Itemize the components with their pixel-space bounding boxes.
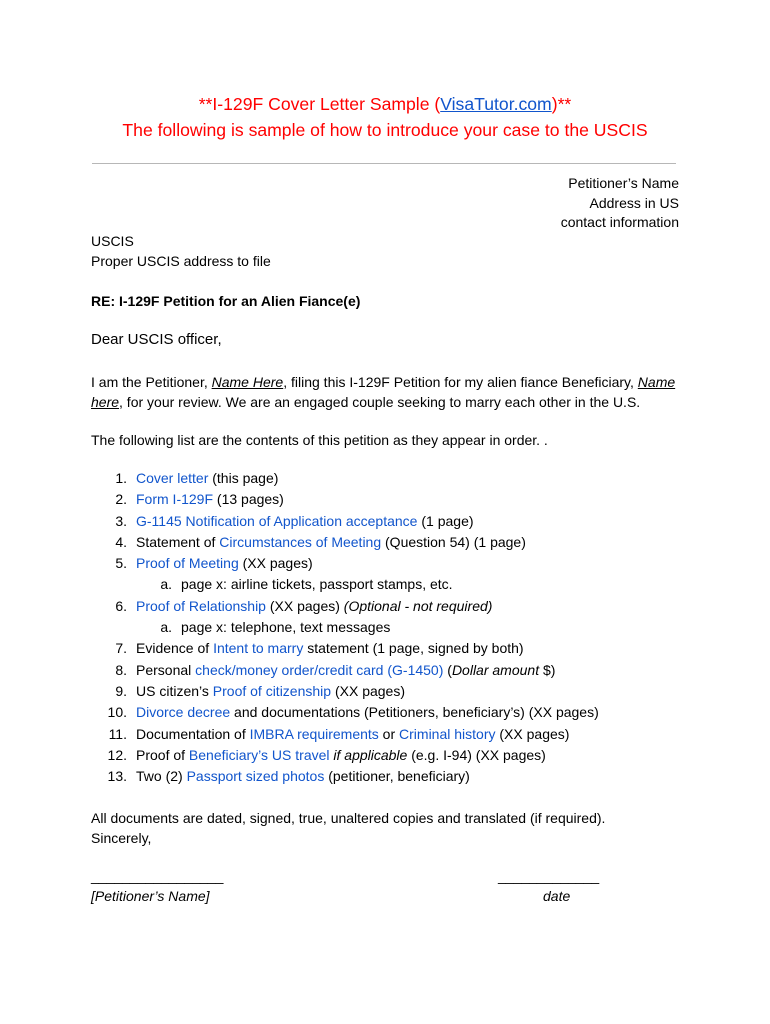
list-item-note: (Optional - not required) bbox=[343, 597, 493, 614]
recipient-address: Proper USCIS address to file bbox=[91, 252, 271, 269]
title-subtitle: The following is sample of how to introduce your case to the USCIS bbox=[122, 120, 648, 140]
signature-name: [Petitioner’s Name] bbox=[91, 888, 210, 904]
closing-statement: All documents are dated, signed, true, unaltered copies and translated (if required). bbox=[91, 810, 606, 826]
circumstances-of-meeting-link[interactable]: Circumstances of Meeting bbox=[219, 533, 382, 550]
salutation: Dear USCIS officer, bbox=[91, 331, 222, 348]
list-item-lead: Documentation of bbox=[136, 725, 250, 742]
list-item-text bbox=[136, 724, 569, 745]
list-item-text bbox=[136, 468, 278, 489]
list-item bbox=[91, 553, 679, 574]
sender-contact: contact information bbox=[560, 214, 679, 231]
list-item-detail: (XX pages) bbox=[331, 682, 406, 699]
list-item-detail: and documentations (Petitioners, beneficiary’s) (XX pages) bbox=[230, 704, 599, 721]
recipient-block bbox=[91, 232, 271, 271]
list-item bbox=[91, 745, 679, 766]
list-item-lead: Personal bbox=[136, 661, 196, 678]
doc-title bbox=[0, 91, 770, 143]
list-item-detail: (XX pages) bbox=[265, 597, 344, 614]
list-item bbox=[91, 766, 679, 787]
list-number: 13. bbox=[107, 768, 127, 785]
list-item-text bbox=[136, 766, 470, 787]
intro-middle: , filing this I-129F Petition for my alien fiance Beneficiary, bbox=[283, 374, 638, 390]
title-prefix: **I-129F Cover Letter Sample ( bbox=[198, 94, 441, 114]
list-item-detail: statement (1 page, signed by both) bbox=[303, 640, 524, 657]
visatutor-link[interactable]: VisaTutor.com bbox=[440, 94, 552, 114]
sub-list-letter: a. bbox=[160, 619, 172, 636]
list-number: 10. bbox=[107, 704, 127, 721]
list-number: 12. bbox=[107, 746, 127, 763]
list-item bbox=[91, 596, 679, 617]
list-number: 11. bbox=[108, 725, 127, 742]
date-label: date bbox=[543, 888, 571, 904]
list-item-detail: ( bbox=[443, 661, 452, 678]
list-number: 5. bbox=[115, 555, 127, 572]
list-item bbox=[91, 468, 679, 489]
list-item-detail: (XX pages) bbox=[238, 555, 313, 572]
list-item-detail: (petitioner, beneficiary) bbox=[324, 768, 470, 785]
intro-paragraph bbox=[91, 372, 691, 412]
list-item-lead: US citizen’s bbox=[136, 682, 213, 699]
list-item-text bbox=[136, 745, 546, 766]
proof-of-citizenship-link[interactable]: Proof of citizenship bbox=[212, 682, 332, 699]
list-item bbox=[91, 724, 679, 745]
list-item-text bbox=[136, 702, 599, 723]
list-number: 6. bbox=[115, 597, 127, 614]
list-item-text bbox=[136, 681, 405, 702]
list-item-detail: (1 page) bbox=[417, 512, 474, 529]
intro-tail: , for your review. We are an engaged couple seeking to marry each other in the U.S. bbox=[119, 394, 641, 410]
sub-list-item bbox=[91, 574, 679, 595]
list-number: 3. bbox=[115, 512, 127, 529]
list-item bbox=[91, 532, 679, 553]
list-number: 9. bbox=[115, 682, 127, 699]
sender-name: Petitioner’s Name bbox=[568, 175, 679, 191]
list-item-detail: (this page) bbox=[208, 470, 279, 486]
list-item bbox=[91, 489, 679, 510]
g1145-notification-link[interactable]: G-1145 Notification of Application acceptance bbox=[136, 512, 418, 529]
list-item-detail: (13 pages) bbox=[213, 491, 284, 508]
list-item-text bbox=[136, 553, 313, 574]
intro-lead: I am the Petitioner, bbox=[91, 374, 212, 390]
list-item bbox=[91, 660, 679, 681]
divorce-decree-link[interactable]: Divorce decree bbox=[136, 704, 231, 721]
list-number: 4. bbox=[115, 533, 127, 550]
list-intro: The following list are the contents of this petition as they appear in order. . bbox=[91, 432, 548, 448]
sender-address: Address in US bbox=[589, 194, 679, 211]
list-item-note: Dollar amount bbox=[451, 661, 540, 678]
list-item bbox=[91, 681, 679, 702]
list-item-end: $) bbox=[539, 661, 556, 678]
list-item-text bbox=[136, 638, 524, 659]
form-i129f-link[interactable]: Form I-129F bbox=[136, 491, 214, 508]
imbra-requirements-link[interactable]: IMBRA requirements bbox=[249, 725, 379, 742]
sub-list-text: page x: airline tickets, passport stamps, etc. bbox=[181, 576, 453, 593]
sub-list-text: page x: telephone, text messages bbox=[181, 619, 391, 636]
date-line: _____________ bbox=[498, 868, 600, 884]
list-item bbox=[91, 511, 679, 532]
list-number: 8. bbox=[115, 661, 127, 678]
title-suffix: )** bbox=[551, 94, 572, 114]
list-item-detail: or bbox=[378, 725, 400, 742]
list-number: 2. bbox=[115, 491, 127, 508]
list-item-lead: Two (2) bbox=[136, 768, 187, 785]
list-number: 1. bbox=[115, 470, 127, 486]
list-item-lead: Statement of bbox=[136, 533, 220, 550]
list-item-text bbox=[136, 596, 492, 617]
intent-to-marry-link[interactable]: Intent to marry bbox=[213, 640, 304, 657]
list-item-lead: Evidence of bbox=[136, 640, 214, 657]
list-item bbox=[91, 638, 679, 659]
list-item-text bbox=[136, 511, 474, 532]
title-divider bbox=[92, 163, 676, 164]
petitioner-name-placeholder: Name Here bbox=[211, 374, 284, 390]
sign-off: Sincerely, bbox=[91, 830, 152, 846]
beneficiary-us-travel-link[interactable]: Beneficiary’s US travel bbox=[188, 746, 330, 763]
list-item-note: if applicable bbox=[333, 746, 408, 763]
title-line bbox=[0, 91, 770, 117]
list-item-lead: Proof of bbox=[136, 746, 189, 763]
list-item-detail: (Question 54) (1 page) bbox=[381, 533, 526, 550]
list-item-text bbox=[136, 532, 526, 553]
proof-of-meeting-link[interactable]: Proof of Meeting bbox=[136, 555, 239, 572]
sub-list-letter: a. bbox=[160, 576, 172, 593]
list-number: 7. bbox=[115, 640, 127, 657]
sub-list-item bbox=[91, 617, 679, 638]
list-item-text bbox=[136, 489, 284, 510]
list-item-text bbox=[136, 660, 555, 681]
list-item-end: (XX pages) bbox=[495, 725, 570, 742]
list-item-end: (e.g. I-94) (XX pages) bbox=[407, 746, 546, 763]
closing-block bbox=[91, 808, 605, 848]
payment-method-link[interactable]: check/money order/credit card (G-1450) bbox=[195, 661, 444, 678]
subject-line: RE: I-129F Petition for an Alien Fiance(e) bbox=[91, 293, 361, 309]
contents-list bbox=[91, 468, 679, 787]
sender-block bbox=[561, 174, 679, 233]
criminal-history-link[interactable]: Criminal history bbox=[399, 725, 496, 742]
list-item bbox=[91, 702, 679, 723]
proof-of-relationship-link[interactable]: Proof of Relationship bbox=[136, 597, 266, 614]
signature-line: _________________ bbox=[91, 868, 224, 884]
recipient-name: USCIS bbox=[91, 233, 134, 249]
passport-photos-link[interactable]: Passport sized photos bbox=[186, 768, 325, 785]
cover-letter-link[interactable]: Cover letter bbox=[136, 470, 209, 486]
beneficiary-name-placeholder: Name here bbox=[91, 374, 676, 410]
